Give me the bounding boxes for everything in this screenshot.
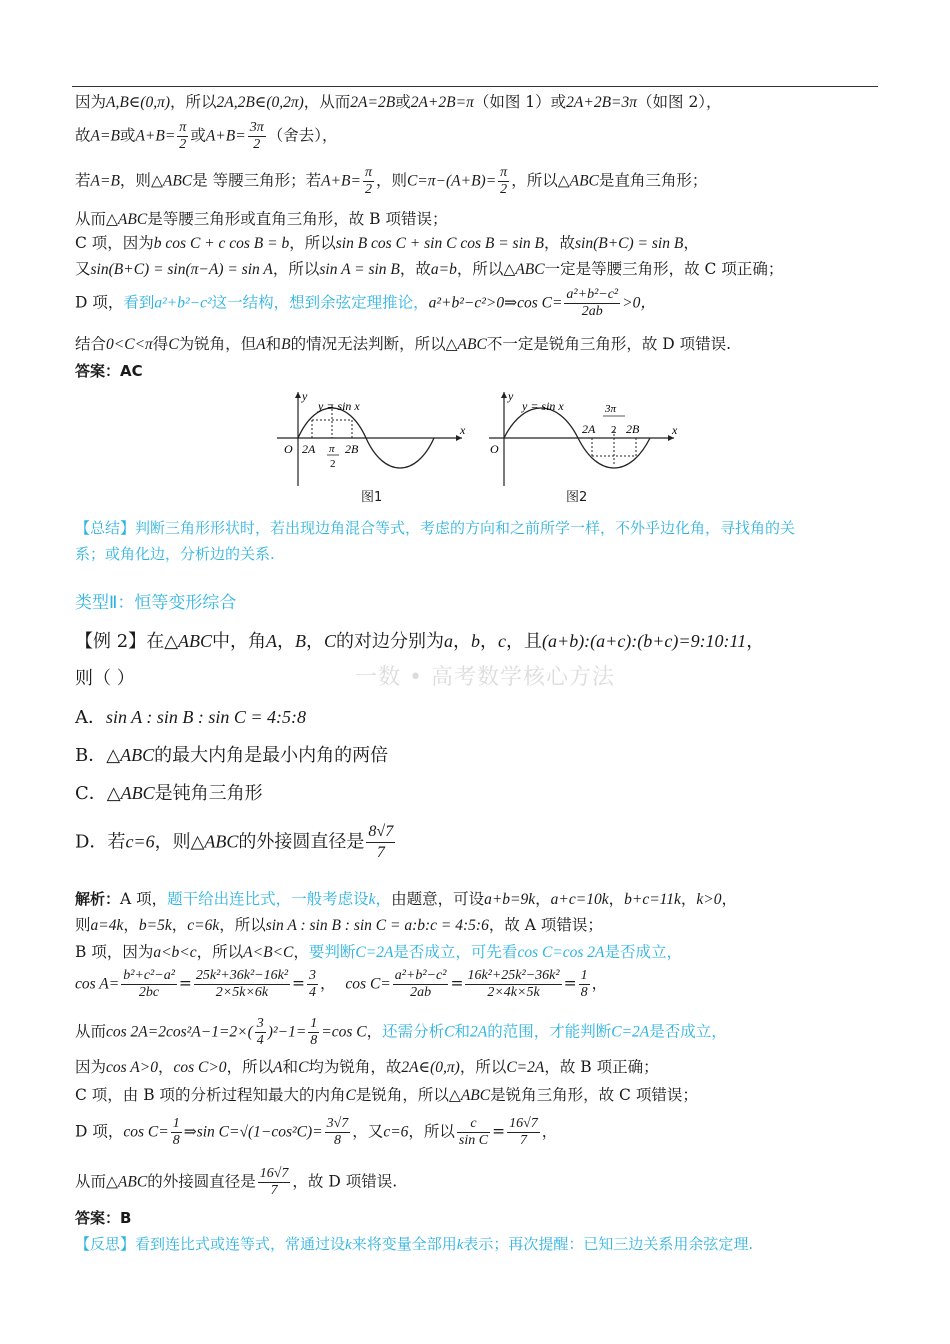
figure-1-graph [272,390,472,490]
origin-label: O [490,442,499,456]
summary-line-1: 【总结】判断三角形形状时，若出现边角混合等式，考虑的方向和之前所学一样，不外乎边化角，寻找角的关 [75,519,796,537]
curve-label: y = sin x [318,399,360,413]
option-d: D．若c=6，则△ABC的外接圆直径是 $\frac{8√7}{7}$ [75,823,394,861]
analysis-line-3: B 项，因为a<b<c，所以A<B<C，要判断C=2A是否成立，可先看cos C=cos 2A是否成立， [75,943,683,961]
solution-line-7: D 项，看到a²+b²−c²这一结构，想到余弦定理推论，a²+b²−c²>0⇒cos C= $\frac{\text{a²+b²−c²}}{2ab}$ >0， [75,287,656,319]
solution-line-2: 故A=B或A+B= $\frac{\pi}{2}$ 或A+B= $\frac{3\pi}{2}$ （舍去）， [75,120,338,152]
analysis-line-8: D 项，cos C= $\frac{1}{8}$ ⇒sin C=√(1−cos²C)= $\frac{3√7}{8}$ ，又c=6，所以 $\frac{c}{\text{sin C}}$ = $\frac{16√7}{7}$ ， [75,1116,558,1148]
tick-2a: 2A [582,422,596,436]
solution-line-5: C 项，因为b cos C + c cos B = b，所以sin B cos C + sin C cos B = sin B，故sin(B+C) = sin B， [75,234,699,252]
analysis-line-9: 从而△ABC的外接圆直径是 $\frac{16√7}{7}$ ，故 D 项错误. [75,1166,398,1198]
summary-tag: 【总结】 [75,519,136,537]
example-stem-2: 则（ ） [75,668,135,689]
analysis-line-1: 解析：A 项，题干给出连比式，一般考虑设k，由题意，可设a+b=9k，a+c=10k，b+c=11k，k>0， [75,890,738,908]
solution-line-1: 因为A,B∈(0,π)，所以2A,2B∈(0,2π)，从而2A=2B或2A+2B=π（如图 1）或2A+2B=3π（如图 2）， [75,93,722,111]
fraction: $\frac{\pi}{2}$ [500,165,508,197]
x-label: x [460,423,466,437]
tick-two: 2 [330,458,336,470]
origin-label: O [284,442,293,456]
example-stem: 【例 2】在△ABC中，角A，B，C的对边分别为a，b，c，且(a+b):(a+c):(b+c)=9:10:11， [75,631,765,652]
fraction: $\frac{\text{16k²+25k²−36k²}}{2\times 4k\times 5k}$ [467,968,560,1000]
figure-2-graph [484,390,684,490]
analysis-line-6: 因为cos A>0，cos C>0，所以A和C均为锐角，故2A∈(0,π)，所以C=2A，故 B 项正确； [75,1058,659,1076]
figure-2-caption: 图2 [566,490,588,505]
y-label: y [302,390,308,403]
tick-2b: 2B [345,442,359,456]
section-title: 类型Ⅱ：恒等变形综合 [75,593,237,613]
answer-2: 答案：B [75,1209,132,1227]
example-tag: 【例 2】 [75,631,147,652]
fraction: $\frac{1}{8}$ [310,1016,318,1048]
solution-line-8: 结合0<C<π得C为锐角，但A和B的情况无法判断，所以△ABC不一定是锐角三角形，故 D 项错误. [75,335,732,353]
curve-label: y = sin x [522,399,564,413]
tick-2b: 2B [626,422,640,436]
reflection-line: 【反思】看到连比式或连等式，常通过设k来将变量全部用k表示；再次提醒：已知三边关系用余弦定理. [75,1235,754,1253]
analysis-line-2: 则a=4k，b=5k，c=6k，所以sin A : sin B : sin C = a:b:c = 4:5:6，故 A 项错误； [75,916,603,934]
fraction: $\frac{\text{b²+c²−a²}}{2bc}$ [123,968,175,1000]
fraction: $\frac{1}{8}$ [580,968,588,1000]
figure-1-caption: 图1 [361,490,383,505]
fraction: $\frac{\text{25k²+36k²−16k²}}{2\times 5k\times 6k}$ [195,968,289,1000]
fraction: $\frac{c}{\text{sin C}}$ [458,1116,489,1148]
tick-2a: 2A [302,442,316,456]
solution-line-4: 从而△ABC是等腰三角形或直角三角形，故 B 项错误； [75,210,448,228]
fraction: $\frac{16√7}{7}$ [259,1166,289,1198]
option-c: C．△ABC是钝角三角形 [75,783,263,804]
analysis-line-4: cos A= $\frac{\text{b²+c²−a²}}{2bc}$ = $\frac{\text{25k²+36k²−16k²}}{2\times 5k\times 6k}$ = $\frac{3}{4}$ ， cos C= $\frac{\text{a²+b²−c²}}{2ab}$ = $\frac{\text{16k²+25k²−36k²}}{2\times 4k\times 5k}$ = $\frac{1}{8}$ ， [75,968,608,1000]
watermark: 一数 • 高考数学核心方法 [355,665,615,690]
fraction: $\frac{3√7}{8}$ [326,1116,349,1148]
answer-1: 答案：AC [75,362,143,380]
tick-two: 2 [611,424,617,436]
fraction: $\frac{\pi}{2}$ [364,165,372,197]
fraction: $\frac{\text{a²+b²−c²}}{2ab}$ [394,968,447,1000]
option-b: B．△ABC的最大内角是最小内角的两倍 [75,745,389,766]
fraction: $\frac{16√7}{7}$ [509,1116,538,1148]
solution-line-6: 又sin(B+C) = sin(π−A) = sin A，所以sin A = sin B，故a=b，所以△ABC一定是等腰三角形，故 C 项正确； [75,260,784,278]
tick-3pi: 3π [605,403,617,415]
fraction: $\frac{3}{4}$ [256,1016,264,1048]
tick-pi: π [329,443,335,455]
reflection-tag: 【反思】 [75,1235,136,1253]
y-label: y [508,390,514,403]
y-axis-arrow [501,392,507,398]
x-label: x [672,423,678,437]
analysis-line-5: 从而cos 2A=2cos²A−1=2×( $\frac{3}{4}$ )²−1= $\frac{1}{8}$ =cos C，还需分析C和2A的范围，才能判断C=2A是否成立， [75,1016,727,1048]
fraction: $\frac{3\pi}{2}$ [249,120,264,152]
fraction: $\frac{1}{8}$ [172,1116,180,1148]
y-axis-arrow [295,392,301,398]
option-a: A．sin A : sin B : sin C = 4:5:8 [75,707,306,728]
summary-line-2: 系；或角化边，分析边的关系. [75,545,275,563]
analysis-line-7: C 项，由 B 项的分析过程知最大的内角C是锐角，所以△ABC是锐角三角形，故 C 项错误； [75,1086,698,1104]
solution-line-3: 若A=B，则△ABC是 等腰三角形；若A+B= $\frac{\pi}{2}$ ，则C=π−(A+B)= $\frac{\pi}{2}$ ，所以△ABC是直角三角形； [75,165,708,197]
fraction: $\frac{3}{4}$ [309,968,317,1000]
top-rule [72,86,878,87]
fraction: $\frac{\text{a²+b²−c²}}{2ab}$ [566,287,619,319]
fraction: $\frac{8√7}{7}$ [368,823,394,861]
fraction: $\frac{\pi}{2}$ [179,120,187,152]
